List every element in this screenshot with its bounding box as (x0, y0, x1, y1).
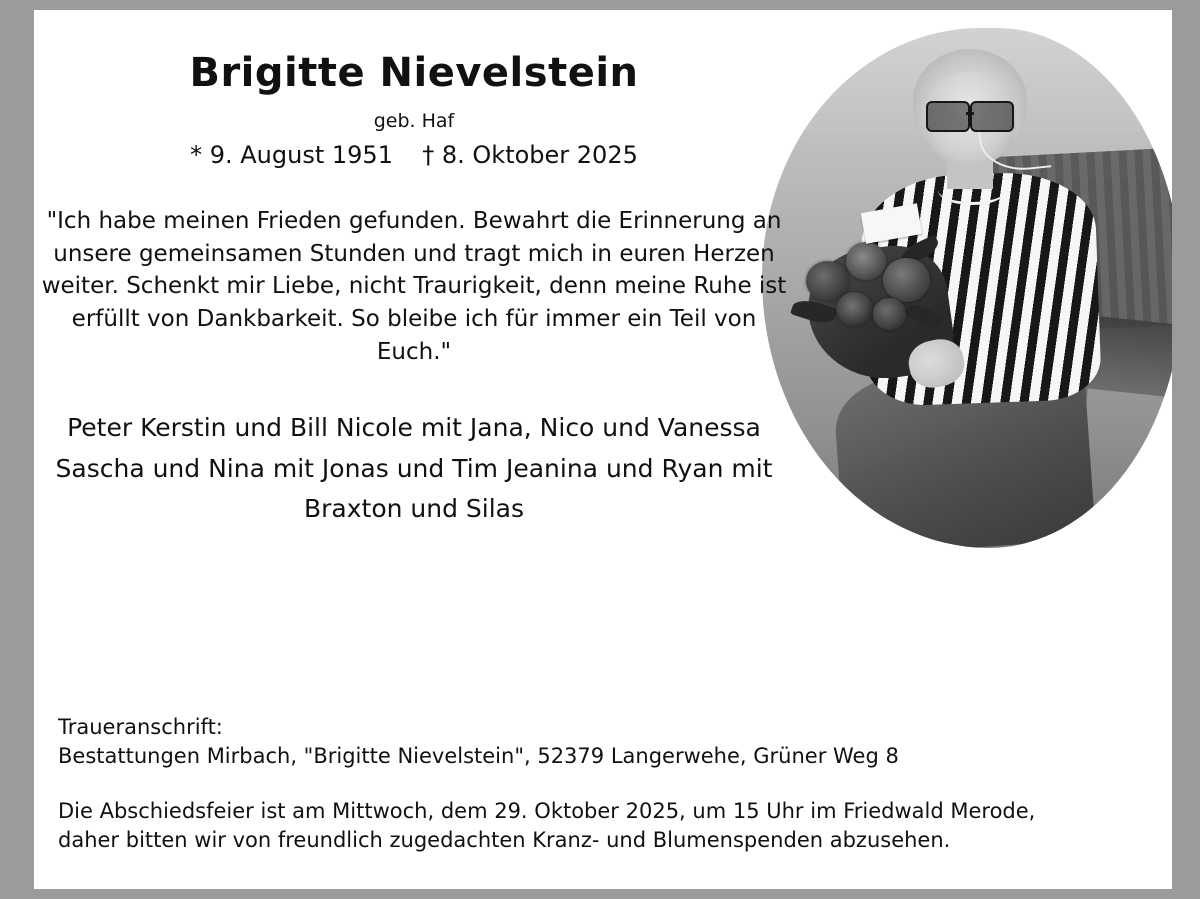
notice-text-column (34, 10, 794, 530)
eyeglasses-icon (924, 101, 1016, 128)
family-list (34, 408, 794, 530)
bouquet-flower (873, 298, 907, 329)
portrait-photo-image (762, 28, 1182, 548)
mourning-address-block (58, 713, 1142, 771)
portrait-photo (762, 28, 1182, 548)
poem-line: Bewahrt die Erinnerung an unsere gemeinsamen Stunden (53, 208, 782, 267)
memorial-poem (34, 205, 794, 368)
birth-date: * 9. August 1951 (190, 141, 393, 169)
family-line: Kerstin und Bill (140, 413, 328, 443)
poem-line: So bleibe ich für immer ein Teil von Euch." (351, 305, 757, 365)
poem-line: denn meine Ruhe ist erfüllt von Dankbarkeit. (71, 273, 787, 332)
notice-inner (34, 10, 1172, 889)
mourning-address-label: Traueranschrift: (58, 715, 223, 740)
family-line: Sascha und Nina mit Jonas und Tim (55, 453, 499, 483)
life-dates (34, 141, 794, 169)
bouquet-flower (836, 292, 873, 326)
poem-line: und tragt mich in euren Herzen weiter. (41, 240, 775, 300)
maiden-name: geb. Haf (373, 110, 455, 132)
bouquet-flower (846, 242, 886, 279)
service-details-line: Die Abschiedsfeier ist am Mittwoch, dem 29. Oktober 2025, um 15 Uhr im Friedwald Merode, (58, 799, 1036, 824)
eyeglasses-right-lens (970, 101, 1015, 132)
family-line: Jeanina und Ryan mit Braxton und Silas (303, 453, 773, 524)
mourning-address-value: Bestattungen Mirbach, "Brigitte Nievelstein", 52379 Langerwehe, Grüner Weg 8 (58, 744, 899, 769)
bouquet-flower (883, 258, 930, 302)
service-details-line: daher bitten wir von freundlich zugedachten Kranz- und Blumenspenden abzusehen. (58, 828, 951, 853)
death-date: † 8. Oktober 2025 (422, 141, 638, 169)
family-line: Peter (67, 413, 133, 443)
family-line: Nicole mit Jana, Nico und Vanessa (335, 413, 761, 443)
service-details-block (58, 797, 1142, 855)
eyeglasses-left-lens (926, 101, 971, 132)
poem-line: "Ich habe meinen Frieden gefunden. (46, 208, 466, 234)
poem-line: Schenkt mir Liebe, nicht Traurigkeit, (126, 273, 542, 300)
deceased-name: Brigitte Nievelstein (189, 50, 639, 96)
notice-footer (58, 713, 1142, 855)
